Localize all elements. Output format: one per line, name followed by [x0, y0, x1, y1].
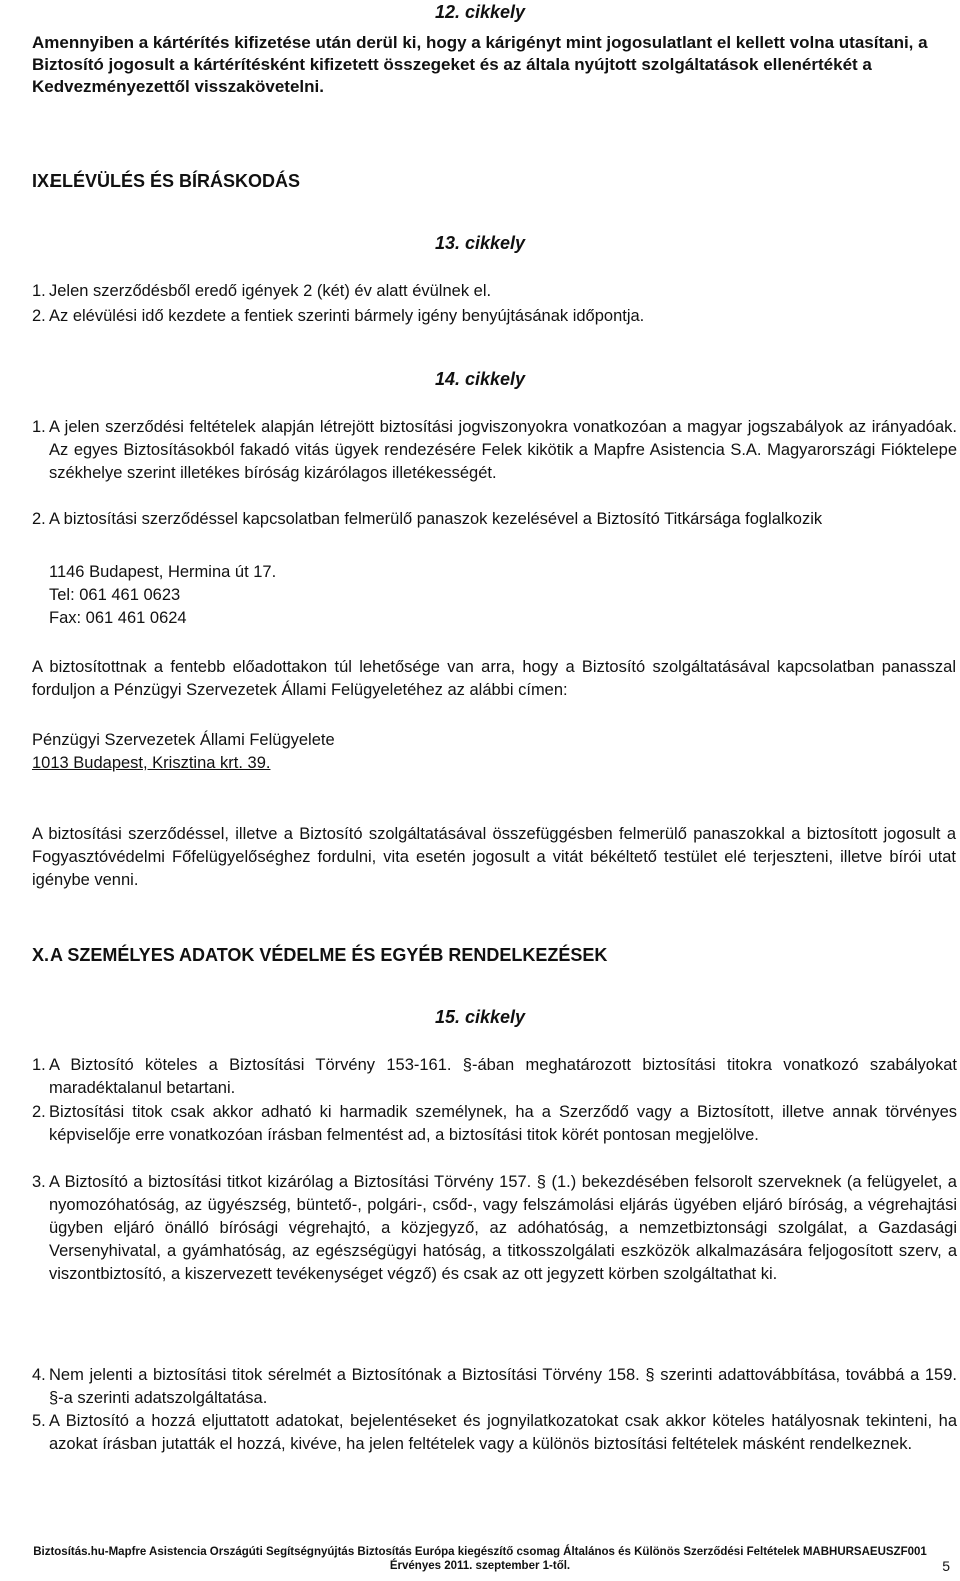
article-15-item-5: [0, 1410, 960, 1479]
article-15-item-2: [0, 1101, 960, 1170]
article-13-item-2: [0, 305, 960, 328]
list-number: 4.: [32, 1366, 46, 1384]
article-15-item-1: [0, 1054, 960, 1100]
list-number: 1.: [32, 1056, 46, 1074]
list-text: Biztosítási titok csak akkor adható ki harmadik személynek, ha a Szerződő vagy a Biztosított, illetve annak törvényes képviselője erre vonatkozóan írásban felmentést ad, a biztosítási titok körét pontosan megjelölve.: [49, 1103, 957, 1144]
article-12-text: Amennyiben a kártérítés kifizetése után derül ki, hogy a kárigényt mint jogosulatlant el kellett volna utasítani, a Biztosító jogosult a kártérítésként kifizetett összegeket és az általa nyújtott szolgáltatások ellenértékét a Kedvezményezettől visszakövetelni.: [32, 33, 928, 96]
page-number: 5: [942, 1558, 950, 1574]
list-number: 5.: [32, 1412, 46, 1430]
list-number: 2.: [32, 510, 46, 528]
list-text: A jelen szerződési feltételek alapján létrejött biztosítási jogviszonyokra vonatkozóan a magyar jogszabályok az irányadóak. Az egyes Biztosításokból fakadó vitás ügyek rendezésére Felek kikötik a Mapfre Asistencia S.A. Magyarországi Fióktelepe székhelye szerint illetékes bíróság kizárólagos illetékességét.: [49, 418, 957, 482]
consumer-protection-paragraph: A biztosítási szerződéssel, illetve a Biztosító szolgáltatásával összefüggésben felmerülő panaszokkal a biztosított jogosult a Fogyasztóvédelmi Főfelügyelőséghez fordulni, vita esetén jogosult a vitát békéltető testület elé terjeszteni, illetve bírói utat igénybe venni.: [32, 825, 956, 889]
section-x-heading: [32, 944, 932, 968]
list-number: 1.: [32, 418, 46, 436]
list-text: Az elévülési idő kezdete a fentiek szerinti bármely igény benyújtásának időpontja.: [49, 307, 645, 325]
list-text: Jelen szerződésből eredő igények 2 (két) év alatt évülnek el.: [49, 282, 492, 300]
footer-line-2: Érvényes 2011. szeptember 1-től.: [389, 1560, 571, 1572]
footer-line-1: Biztosítás.hu-Mapfre Asistencia Országúti Segítségnyújtás Biztosítás Európa kiegészítő csomag Általános és Különös Szerződési Feltételek MABHURSAEUSZF001: [33, 1546, 927, 1558]
article-15-item-4: [0, 1364, 960, 1410]
article-14-item-1: [0, 416, 960, 508]
article-13-item-1: [0, 280, 960, 303]
section-ix-heading: [32, 170, 632, 194]
section-x-title: A SZEMÉLYES ADATOK VÉDELME ÉS EGYÉB RENDELKEZÉSEK: [50, 945, 608, 965]
list-number: 2.: [32, 307, 46, 325]
section-ix-number: IX.: [32, 171, 55, 191]
pszaf-name: Pénzügyi Szervezetek Állami Felügyelete: [32, 731, 335, 749]
section-ix-title: ELÉVÜLÉS ÉS BÍRÁSKODÁS: [50, 171, 301, 191]
list-number: 1.: [32, 282, 46, 300]
list-text: A Biztosító a biztosítási titkot kizárólag a Biztosítási Törvény 157. § (1.) bekezdésében felsorolt szerveknek (a felügyelet, a nyomozóhatóság, az ügyészség, büntető-, polgári-, csőd-, vagy felszámolási eljárás ügyében eljáró bíróság, a végrehajtási ügyben eljáró önálló bírósági végrehajtó, a közjegyző, az adóhatóság, a nemzetbiztonsági szolgálat, a Gazdasági Versenyhivatal, a gyámhatóság, az egészségügyi hatóság, a titkosszolgálati eszközök alkalmazására feljogosított szerv, a viszontbiztosító, a kiszervezett tevékenységet végző) és csak az ott jegyzett körben szolgáltathat ki.: [49, 1173, 957, 1283]
article-15-item-3: [0, 1171, 960, 1355]
article-13-heading: 13. cikkely: [434, 233, 526, 253]
list-text: A biztosítási szerződéssel kapcsolatban felmerülő panaszok kezelésével a Biztosító Titkársága foglalkozik: [49, 510, 823, 528]
pszaf-paragraph: A biztosítottnak a fentebb előadottakon túl lehetősége van arra, hogy a Biztosító szolgáltatásával kapcsolatban panasszal forduljon a Pénzügyi Szervezetek Állami Felügyeletéhez az alábbi címen:: [32, 658, 956, 699]
article-12-heading: 12. cikkely: [434, 2, 526, 22]
list-text: Nem jelenti a biztosítási titok sérelmét a Biztosítónak a Biztosítási Törvény 158. § szerinti adattovábbítása, továbbá a 159. §-a szerinti adatszolgáltatása.: [49, 1366, 957, 1407]
article-15-heading: 15. cikkely: [434, 1007, 526, 1027]
pszaf-address: 1013 Budapest, Krisztina krt. 39.: [32, 754, 271, 772]
titkarsag-phone: Tel: 061 461 0623: [49, 586, 181, 604]
article-14-heading: 14. cikkely: [434, 369, 526, 389]
titkarsag-fax: Fax: 061 461 0624: [49, 609, 187, 627]
article-14-item-2: [0, 508, 960, 554]
titkarsag-address: 1146 Budapest, Hermina út 17.: [49, 563, 277, 581]
list-number: 3.: [32, 1173, 46, 1191]
section-x-number: X.: [32, 945, 50, 965]
list-text: A Biztosító a hozzá eljuttatott adatokat, bejelentéseket és jognyilatkozatokat csak akkor köteles hatályosnak tekinteni, ha azokat írásban jutatták el hozzá, kivéve, ha jelen feltételek vagy a különös biztosítási feltételek másként rendelkeznek.: [49, 1412, 957, 1453]
list-text: A Biztosító köteles a Biztosítási Törvény 153-161. §-ában meghatározott biztosítási titokra vonatkozó szabályokat maradéktalanul betartani.: [49, 1056, 957, 1097]
list-number: 2.: [32, 1103, 46, 1121]
